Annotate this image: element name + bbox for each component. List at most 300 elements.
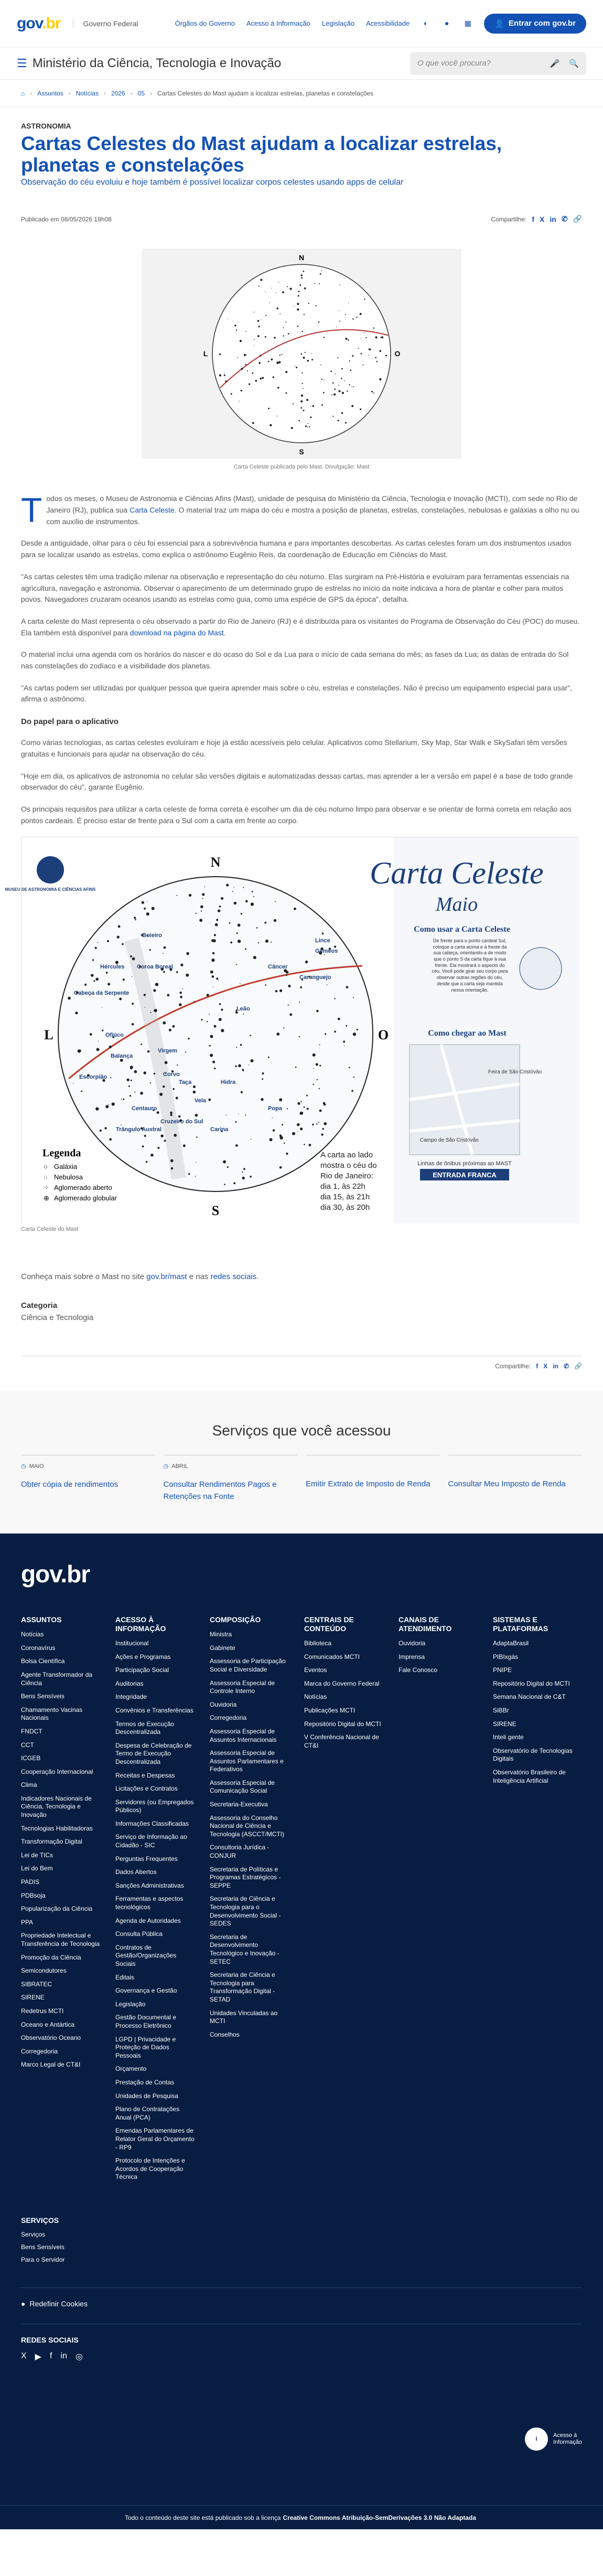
footer-link[interactable]: Termos de Execução Descentralizada (115, 1720, 175, 1736)
star (240, 1044, 242, 1046)
footer-link[interactable]: CCT (21, 1741, 34, 1749)
star (334, 1031, 336, 1033)
footer-link[interactable]: Marco Legal de CT&I (21, 2061, 81, 2069)
footer-link[interactable]: Inteli gente (493, 1733, 524, 1741)
star (245, 900, 248, 903)
footer-link[interactable]: Licitações e Contratos (115, 1785, 178, 1793)
service-link[interactable]: Consultar Meu Imposto de Renda (448, 1479, 566, 1489)
star (153, 989, 156, 992)
footer-link[interactable]: Emendas Parlamentares de Relator Geral do Orçamento - RP9 (115, 2127, 195, 2151)
footer-link[interactable]: Secretaria de Ciência e Tecnologia para o Desenvolvimento Social - SEDES (210, 1895, 281, 1928)
dropcap: T (21, 491, 42, 530)
star (243, 1168, 245, 1170)
footer-link[interactable]: Repositório Digital do MCTI (493, 1679, 570, 1687)
paragraph: "Hoje em dia, os aplicativos de astronomia no celular são versões digitais e automatizadas dessas cartas, mas aprender a ler a versão em papel é a base de todo grande observador do céu", garante Eugênio. (21, 771, 573, 792)
star (170, 1114, 172, 1116)
star (319, 1065, 321, 1067)
facebook-icon[interactable]: f (536, 1362, 539, 1370)
footer-link[interactable]: Agente Transformador da Ciência (21, 1670, 93, 1687)
star (319, 1088, 320, 1089)
footer-link[interactable]: Redetrus MCTI (21, 2007, 64, 2015)
star (214, 1025, 217, 1028)
footer-link[interactable]: Despesa de Celebração de Termo de Execução Descentralizada (115, 1741, 192, 1765)
footer-link[interactable]: Prestação de Contas (115, 2078, 175, 2086)
star (357, 1029, 358, 1030)
p4-text-a: A carta celeste do Mast representa o céu observado a partir do Rio de Janeiro (RJ) e é distribuída para os visitantes do Programa de Observação do Céu (POC) do museu. Ela também está disponível para (21, 616, 580, 637)
constellation-label: Hidra (221, 1079, 236, 1086)
star (346, 1025, 347, 1027)
footer-column (210, 1615, 289, 2187)
link-acesso-informacao[interactable]: Acesso à Informação (246, 19, 310, 27)
category-label: Categoria (21, 1301, 58, 1311)
footer-link[interactable]: Marca do Governo Federal (304, 1679, 380, 1687)
footer-link[interactable]: SIRENE (21, 1994, 45, 2002)
footer-link[interactable]: Consultoria Jurídica - CONJUR (210, 1844, 270, 1860)
footer-link[interactable]: Governança e Gestão (115, 1987, 177, 1995)
star (154, 1010, 156, 1012)
footer-link[interactable]: SiBBr (493, 1706, 509, 1714)
footer-link[interactable]: Publicações MCTI (304, 1706, 356, 1714)
star (283, 1027, 284, 1028)
star (155, 983, 158, 986)
star (352, 355, 353, 357)
apps-icon[interactable]: ▦ (464, 18, 471, 27)
constellation-label: Leão (236, 1006, 250, 1013)
star (259, 362, 261, 364)
footer-link[interactable]: Protocolo de Intenções e Acordos de Cooperação Técnica (115, 2157, 185, 2181)
more-info (21, 1272, 582, 1281)
star (176, 972, 178, 974)
link-legislacao[interactable]: Legislação (321, 19, 355, 27)
star (242, 1177, 245, 1179)
login-button[interactable] (484, 14, 586, 34)
star (303, 388, 304, 389)
footer-link[interactable]: PIBIxgás (493, 1653, 519, 1660)
social-link[interactable]: redes sociais (210, 1272, 257, 1282)
footer-link[interactable]: Notícias (21, 1631, 44, 1638)
footer-link[interactable]: V Conferência Nacional de CT&I (304, 1733, 379, 1749)
article (0, 122, 603, 1370)
star (285, 322, 286, 323)
footer-link[interactable]: Cooperação Internacional (21, 1768, 93, 1775)
star (172, 1025, 175, 1028)
star (210, 1035, 213, 1038)
service-link[interactable]: Obter cópia de rendimentos (21, 1480, 119, 1489)
footer-link[interactable]: Editais (115, 1973, 135, 1981)
footer-link[interactable]: ICGEB (21, 1754, 41, 1762)
link-acessibilidade[interactable]: Acessibilidade (366, 19, 410, 27)
star (379, 350, 381, 353)
copy-link-icon[interactable]: 🔗 (574, 1362, 582, 1370)
footer-link[interactable]: FNDCT (21, 1727, 42, 1735)
star (241, 913, 242, 915)
menu-icon[interactable]: ☰ (17, 56, 27, 70)
footer-link[interactable]: Ouvidoria (210, 1700, 237, 1708)
star (289, 288, 292, 290)
star (132, 1003, 134, 1005)
license-link[interactable]: Creative Commons Atribuição-SemDerivações 3.0 Não Adaptada (283, 2514, 477, 2521)
star-chart-image (142, 249, 461, 459)
star (177, 1065, 178, 1066)
star (321, 1134, 323, 1136)
mast-logo-icon (37, 856, 64, 883)
star (304, 314, 305, 315)
footer-link[interactable]: Ministra (210, 1631, 232, 1638)
poster-caption: Carta Celeste do Mast (21, 1226, 79, 1233)
star (297, 303, 299, 305)
search-icon[interactable]: 🔍 (569, 59, 579, 68)
star (157, 1147, 159, 1149)
note-line: A carta ao lado (320, 1151, 373, 1160)
footer-link[interactable]: Indicadores Nacionais de Ciência, Tecnologia e Inovação (21, 1794, 92, 1819)
star (318, 1122, 319, 1123)
star (334, 998, 336, 1000)
constellation-label: Gêmeos (315, 948, 338, 955)
footer-link[interactable]: Secretaria-Executiva (210, 1801, 268, 1808)
star (68, 997, 71, 1000)
contrast-icon[interactable]: ◐ (423, 18, 428, 27)
star (250, 1176, 252, 1178)
star (370, 349, 371, 350)
star (260, 279, 262, 281)
footer-link[interactable]: Servidores (ou Empregados Públicos) (115, 1798, 194, 1814)
top-bar (0, 0, 603, 47)
bus-lines: Linhas de ônibus próximas ao MAST (417, 1161, 512, 1167)
star (275, 901, 276, 902)
star (332, 416, 333, 417)
star (305, 425, 307, 427)
figure-caption: Carta Celeste publicada pelo Mast. Divulgação: Mast (233, 464, 370, 471)
star (303, 410, 305, 412)
footer-link[interactable]: Observatório Brasileiro de Inteligência Artificial (493, 1768, 566, 1784)
copy-link-icon[interactable]: 🔗 (573, 215, 582, 223)
star (157, 1112, 159, 1114)
crumb-noticias[interactable]: Notícias (76, 89, 99, 97)
star (144, 1135, 146, 1137)
site-title[interactable]: Ministério da Ciência, Tecnologia e Inovação (32, 56, 282, 70)
star (163, 971, 165, 973)
star (259, 286, 260, 287)
star (337, 357, 338, 358)
star (341, 378, 342, 380)
star (310, 417, 311, 418)
footer-link[interactable]: Serviços (21, 2230, 46, 2238)
star (233, 887, 234, 888)
footer-link[interactable]: Assessoria Especial de Controle Interno (210, 1679, 275, 1695)
star (300, 1101, 302, 1102)
star (131, 1080, 132, 1081)
star (180, 996, 182, 998)
star (78, 1050, 81, 1053)
footer-link[interactable]: Secretaria de Desenvolvimento Tecnológico e Inovação - SETEC (210, 1933, 279, 1965)
star (303, 357, 305, 359)
poster-title: Carta Celeste (370, 856, 544, 891)
star (152, 907, 155, 910)
carta-celeste-link[interactable]: Carta Celeste (130, 506, 175, 515)
cookies-row[interactable] (21, 2287, 582, 2308)
footer-columns (21, 1615, 582, 2187)
star (311, 359, 313, 361)
star (376, 361, 378, 363)
footer-link[interactable]: Bolsa Científica (21, 1657, 65, 1665)
star (347, 391, 348, 392)
footer-link[interactable]: Assessoria Especial de Assuntos Parlamentares e Federativos (210, 1749, 284, 1773)
star (262, 377, 264, 379)
star (319, 1110, 322, 1112)
footer-link[interactable]: Plano de Contratações Anual (PCA) (115, 2105, 180, 2121)
service-link[interactable]: Emitir Extrato de Imposto de Renda (306, 1479, 430, 1489)
footer-link[interactable]: Gabinete (210, 1644, 235, 1652)
star (182, 988, 183, 989)
star (345, 338, 347, 340)
footer-link[interactable]: Unidades de Pesquisa (115, 2092, 179, 2100)
footer-link[interactable]: Imprensa (399, 1653, 425, 1660)
footer-link[interactable]: Comunicados MCTI (304, 1653, 360, 1660)
star (261, 1098, 263, 1101)
facebook-icon[interactable]: f (49, 2351, 52, 2360)
star (301, 354, 303, 355)
footer-link[interactable]: Oceano e Antártica (21, 2020, 75, 2028)
footer-link[interactable]: Eventos (304, 1666, 327, 1674)
footer-link[interactable]: Auditorias (115, 1679, 144, 1687)
star (301, 395, 303, 397)
star (364, 299, 365, 300)
article-kicker: ASTRONOMIA (21, 122, 71, 130)
x-icon[interactable]: X (540, 215, 545, 223)
services-title: Serviços que você acessou (212, 1422, 391, 1439)
footer-link[interactable]: Agenda de Autoridades (115, 1917, 181, 1924)
star (349, 360, 350, 361)
star (379, 378, 381, 380)
footer-link[interactable]: Coronavírus (21, 1644, 56, 1652)
star (219, 354, 221, 355)
crumb-year[interactable]: 2026 (111, 89, 125, 97)
footer-link[interactable]: Ações e Programas (115, 1653, 171, 1660)
category-value[interactable]: Ciência e Tecnologia (21, 1313, 94, 1323)
star (285, 371, 287, 373)
map-label-feira: Feira de São Cristóvão (488, 1069, 542, 1076)
star (339, 285, 340, 286)
footer-link[interactable]: Propriedade Intelectual e Transferência de Tecnologia (21, 1932, 100, 1948)
footer-link[interactable]: Corregedoria (210, 1714, 247, 1722)
star (270, 424, 272, 427)
service-card (306, 1455, 440, 1503)
footer-link[interactable]: SIBRATEC (21, 1980, 52, 1988)
linkedin-icon[interactable]: in (60, 2351, 67, 2360)
footer-link[interactable]: Transformação Digital (21, 1838, 82, 1846)
footer-link[interactable]: Para o Servidor (21, 2255, 65, 2263)
p1-text-a: odos os meses, o Museu de Astronomia e Ciências Afins (Mast), unidade de pesquisa do Ministério da Ciência, Tecnologia e Inovação (MCTI), com sede no Rio de Janeiro (RJ), publica sua (46, 494, 578, 515)
service-link[interactable]: Consultar Rendimentos Pagos e Retenções na Fonte (163, 1480, 277, 1501)
footer-link[interactable]: Corregedoria (21, 2047, 58, 2055)
lai-badge[interactable] (525, 2428, 582, 2451)
star (288, 333, 289, 335)
footer-link[interactable]: PDBsoja (21, 1891, 46, 1899)
footer-link[interactable]: Semana Nacional de C&T (493, 1693, 566, 1701)
instagram-icon[interactable]: ◎ (75, 2352, 83, 2361)
footer-link[interactable]: Observatório de Tecnologias Digitais (493, 1747, 573, 1763)
footer-link[interactable]: Institucional (115, 1639, 149, 1647)
footer-link[interactable]: Gestão Documental e Processo Eletrônico (115, 2014, 177, 2029)
footer-link[interactable]: Observatório Oceano (21, 2034, 81, 2042)
footer-link[interactable]: Sanções Administrativas (115, 1881, 184, 1889)
footer-link[interactable]: Ferramentas e aspectos tecnológicos (115, 1895, 184, 1911)
star (353, 387, 354, 388)
service-card (164, 1455, 298, 1503)
footer-link[interactable]: Convênios e Transferências (115, 1706, 193, 1714)
star (307, 427, 308, 428)
star (134, 1092, 135, 1093)
footer-link[interactable]: Lei de TICs (21, 1851, 53, 1859)
footer-link[interactable]: Integridade (115, 1693, 147, 1701)
star (321, 271, 322, 272)
legend-symbol-icon: ⊕ (44, 1194, 49, 1202)
footer-link[interactable]: Serviço de Informação ao Cidadão - SIC (115, 1833, 187, 1849)
footer-link[interactable]: Informações Classificadas (115, 1819, 189, 1827)
footer-link[interactable]: LGPD | Privacidade e Proteção de Dados Pessoais (115, 2035, 176, 2059)
star (173, 1088, 175, 1090)
cookie-icon[interactable]: ● (444, 18, 449, 27)
note-line: dia 30, às 20h (320, 1203, 370, 1212)
footer-link[interactable]: Secretaria de Ciência e Tecnologia para Transformação Digital - SETAD (210, 1971, 275, 2003)
share-bar-bottom (21, 1362, 582, 1370)
footer-link[interactable]: Tecnologias Habilitadoras (21, 1824, 93, 1832)
star (307, 1108, 309, 1110)
star (332, 382, 334, 384)
star (224, 375, 225, 376)
footer-link[interactable]: AdaptaBrasil (493, 1639, 529, 1647)
constellation-label: Vela (195, 1098, 207, 1104)
youtube-icon[interactable]: ▶ (35, 2352, 41, 2361)
footer-link[interactable]: Lei do Bem (21, 1865, 53, 1872)
star (283, 327, 284, 328)
star (279, 313, 281, 314)
footer-link[interactable]: PADIS (21, 1878, 40, 1886)
footer-link[interactable]: Chamamento Vacinas Nacionais (21, 1706, 83, 1722)
star (75, 1012, 78, 1014)
footer-link[interactable]: Bens Sensíveis (21, 1693, 64, 1700)
linkedin-icon[interactable]: in (553, 1362, 558, 1370)
star (150, 1083, 151, 1084)
footer-link[interactable]: Receitas e Despesas (115, 1771, 175, 1779)
footer-link[interactable]: Biblioteca (304, 1639, 332, 1647)
search-input[interactable]: O que você procura? (417, 59, 491, 68)
footer-link[interactable]: Participação Social (115, 1666, 169, 1674)
star (204, 887, 205, 888)
gov-label: Governo Federal (73, 19, 138, 28)
footer-link[interactable]: PPA (21, 1918, 34, 1926)
star (142, 901, 144, 904)
share-label: Compartilhe: (495, 1362, 531, 1370)
linkedin-icon[interactable]: in (550, 215, 556, 223)
footer-link[interactable]: Assessoria de Participação Social e Diversidade (210, 1657, 286, 1673)
footer-link[interactable]: Assessoria Especial de Assuntos Internacionais (210, 1727, 277, 1743)
footer-link[interactable]: Popularização da Ciência (21, 1905, 93, 1913)
footer-link[interactable]: Promoção da Ciência (21, 1953, 81, 1961)
govbr-logo[interactable] (17, 15, 60, 33)
footer-link[interactable]: PNIPE (493, 1666, 512, 1674)
footer (0, 1534, 603, 2529)
star (84, 984, 87, 986)
star (143, 1072, 146, 1075)
footer-link[interactable]: Perguntas Frequentes (115, 1855, 178, 1862)
footer-link[interactable]: SIRENE (493, 1720, 516, 1728)
footer-link[interactable]: Repositório Digital do MCTI (304, 1720, 381, 1728)
star (269, 1138, 272, 1142)
footer-link[interactable]: Dados Abertos (115, 1868, 157, 1876)
star (193, 1085, 196, 1088)
star (243, 1070, 244, 1071)
star (312, 1124, 314, 1126)
whatsapp-icon[interactable]: ✆ (561, 215, 568, 223)
footer-link[interactable]: Ouvidoria (399, 1639, 426, 1647)
west-label: O (394, 349, 401, 358)
star (207, 994, 209, 997)
footer-link[interactable]: Secretaria de Políticas e Programas Estratégicos - SEPPE (210, 1865, 281, 1889)
star (300, 1112, 303, 1115)
star (299, 1002, 300, 1003)
star (169, 1029, 171, 1031)
star (274, 919, 276, 922)
star (167, 994, 169, 997)
footer-logo[interactable]: gov.br (21, 1560, 90, 1588)
star (297, 1123, 299, 1126)
constellation-label: Coroa Boreal (137, 964, 174, 971)
footer-link[interactable]: Notícias (304, 1693, 327, 1701)
star (236, 1047, 237, 1048)
footer-link[interactable]: Semicondutores (21, 1967, 67, 1975)
lai-line1: Acesso à (553, 2432, 577, 2439)
microphone-icon[interactable]: 🎤 (550, 59, 560, 68)
footer-link[interactable]: Consulta Pública (115, 1930, 163, 1938)
star (238, 924, 241, 927)
footer-link[interactable]: Fale Conosco (399, 1666, 438, 1674)
footer-link[interactable]: Bens Sensíveis (21, 2243, 64, 2251)
search-box[interactable] (410, 52, 586, 75)
x-icon[interactable]: X (543, 1362, 548, 1370)
star (258, 942, 259, 943)
link-orgaos[interactable]: Órgãos do Governo (175, 19, 235, 27)
star (363, 365, 364, 366)
star (375, 336, 377, 338)
mast-site-link[interactable]: gov.br/mast (146, 1272, 187, 1282)
footer-link[interactable]: Orçamento (115, 2065, 147, 2073)
footer-link[interactable]: Conselhos (210, 2030, 240, 2038)
star (146, 1161, 148, 1163)
star (119, 998, 122, 1000)
footer-link[interactable]: Assessoria do Conselho Nacional de Ciência e Tecnologia (ASCCT/MCTI) (210, 1814, 285, 1838)
x-icon[interactable]: X (21, 2351, 27, 2360)
crumb-month[interactable]: 05 (137, 89, 145, 97)
star (287, 286, 288, 288)
star (339, 390, 341, 392)
footer-link[interactable]: Contratos de Gestão/Organizações Sociais (115, 1943, 177, 1967)
star (186, 952, 189, 955)
footer-link[interactable]: Legislação (115, 2000, 146, 2008)
star (371, 391, 373, 392)
star (295, 1067, 297, 1068)
star (292, 1132, 295, 1135)
star (297, 308, 299, 311)
crumb-assuntos[interactable]: Assuntos (37, 89, 63, 97)
download-link[interactable]: download na página do Mast (130, 628, 224, 637)
footer-link[interactable]: Unidades Vinculadas ao MCTI (210, 2009, 278, 2025)
facebook-icon[interactable]: f (532, 215, 535, 223)
footer-link[interactable]: Assessoria Especial de Comunicação Social (210, 1779, 275, 1795)
footer-link[interactable]: Clima (21, 1781, 37, 1789)
whatsapp-icon[interactable]: ✆ (563, 1362, 569, 1370)
home-icon[interactable]: ⌂ (21, 89, 25, 97)
